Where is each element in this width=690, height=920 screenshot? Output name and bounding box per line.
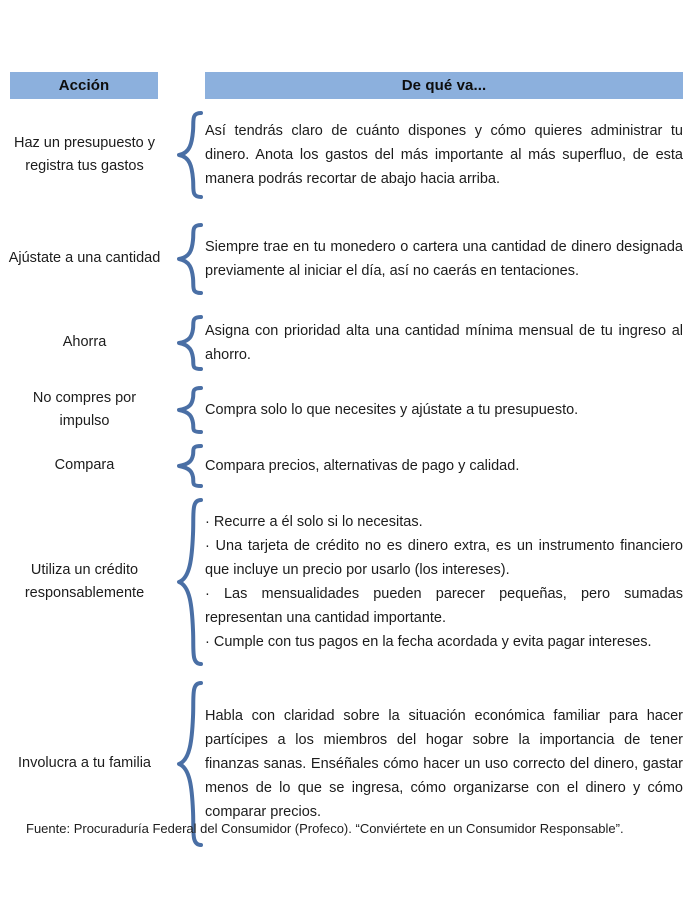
curly-brace-icon <box>175 498 205 666</box>
row-description <box>205 398 690 422</box>
table-row <box>0 491 690 673</box>
row-description-text: Asigna con prioridad alta una cantidad mínima mensual de tu ingreso al ahorro. <box>205 322 683 363</box>
table-header-row <box>0 72 690 99</box>
row-action-label: Compara <box>54 457 115 474</box>
column-header-de-que-va: De qué va... <box>205 72 683 99</box>
curly-brace-icon <box>175 444 205 488</box>
row-description <box>205 704 690 824</box>
curly-brace-icon <box>175 111 205 199</box>
row-action-label: Ahorra <box>62 334 107 351</box>
row-action-label: No compres por impulso <box>32 389 137 429</box>
row-description-bullet: · Recurre a él solo si lo necesitas. <box>205 513 423 530</box>
row-description-bullet: · Una tarjeta de crédito no es dinero extra, es un instrumento financiero que incluye un precio por usarlo (los intereses). <box>205 537 683 578</box>
table-row <box>0 379 690 441</box>
row-description-bullet: · Cumple con tus pagos en la fecha acordada y evita pagar intereses. <box>205 634 652 651</box>
row-description-text: Compra solo lo que necesites y ajústate a tu presupuesto. <box>205 401 579 418</box>
row-description-text: Compara precios, alternativas de pago y calidad. <box>205 457 520 474</box>
row-description <box>205 235 690 283</box>
curly-brace-icon <box>175 223 205 295</box>
source-note: Fuente: Procuraduría Federal del Consumidor (Profeco). “Conviértete en un Consumidor Responsable”. <box>26 821 624 836</box>
table-row <box>0 99 690 211</box>
row-description <box>205 510 690 654</box>
row-description-bullet: · Las mensualidades pueden parecer pequeñas, pero sumadas representan una cantidad importante. <box>205 586 683 627</box>
table-row <box>0 307 690 379</box>
row-description-text: Siempre trae en tu monedero o cartera una cantidad de dinero designada previamente al iniciar el día, así no caerás en tentaciones. <box>205 238 683 279</box>
curly-brace-icon <box>175 315 205 371</box>
row-action-label: Ajústate a una cantidad <box>8 250 161 267</box>
curly-brace-icon <box>175 386 205 434</box>
row-action-label: Involucra a tu familia <box>18 755 151 772</box>
table-body <box>0 99 690 855</box>
row-description-text: Habla con claridad sobre la situación económica familiar para hacer partícipes a los miembros del hogar sobre la importancia de tener finanzas sanas. Enséñales cómo hacer un uso correcto del dinero, gastar menos de lo que se ingresa, cómo organizarse con el dinero y cómo comparar precios. <box>205 707 683 821</box>
row-description <box>205 119 690 191</box>
row-description <box>205 319 690 367</box>
column-header-accion: Acción <box>10 72 158 99</box>
row-description-text: Así tendrás claro de cuánto dispones y cómo quieres administrar tu dinero. Anota los gastos del más importante al más superfluo, de esta manera podrás recortar de abajo hacia arriba. <box>205 122 683 188</box>
row-action-label: Utiliza un crédito responsablemente <box>24 561 145 601</box>
table-row <box>0 441 690 491</box>
row-description <box>205 454 690 478</box>
table-row <box>0 211 690 307</box>
row-action-label: Haz un presupuesto y registra tus gastos <box>13 134 156 174</box>
